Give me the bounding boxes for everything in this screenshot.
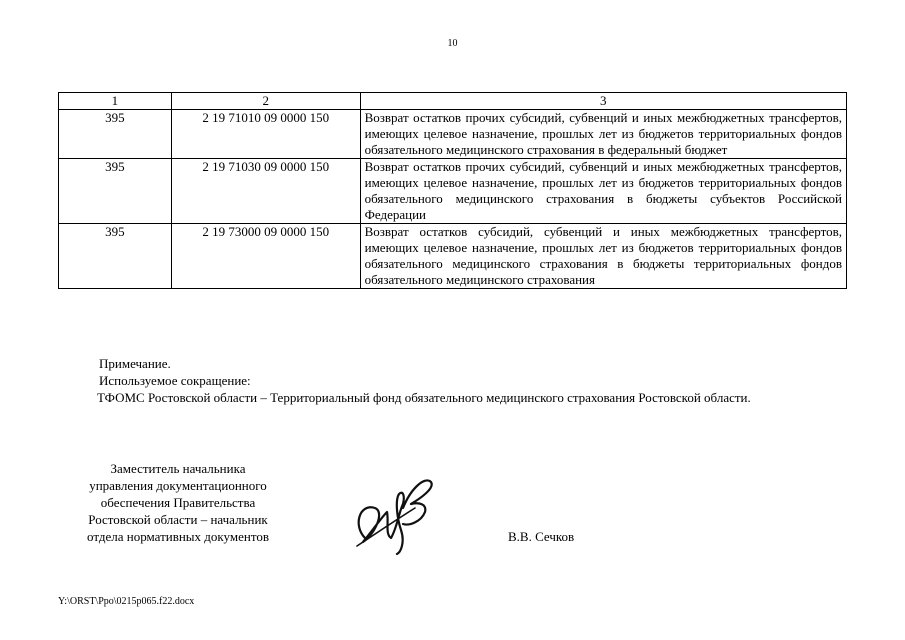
admin-code-cell: 395 xyxy=(59,110,172,159)
signer-position-line: Ростовской области – начальник xyxy=(88,512,268,527)
table-row xyxy=(59,110,847,159)
description-cell: Возврат остатков субсидий, субвенций и иных межбюджетных трансфертов, имеющих целевое назначение, прошлых лет из бюджетов территориальных фондов обязательного медицинского страхования в бюджеты территориальных фондов обязательного медицинского страхования xyxy=(360,224,846,289)
note-abbreviation: ТФОМС Ростовской области – Территориальный фонд обязательного медицинского страхования Ростовской области. xyxy=(97,390,751,405)
file-path: Y:\ORST\Ppo\0215p065.f22.docx xyxy=(58,596,195,607)
column-header-2: 2 xyxy=(171,93,360,110)
signer-position xyxy=(48,460,308,545)
description-cell: Возврат остатков прочих субсидий, субвенций и иных межбюджетных трансфертов, имеющих целевое назначение, прошлых лет из бюджетов территориальных фондов обязательного медицинского страхования в бюджеты субъектов Российской Федерации xyxy=(360,159,846,224)
signer-position-line: отдела нормативных документов xyxy=(87,529,269,544)
note-section xyxy=(99,355,859,406)
table-body xyxy=(59,110,847,289)
signer-position-line: управления документационного xyxy=(89,478,267,493)
signer-name: В.В. Сечков xyxy=(508,529,575,544)
kbk-code-cell: 2 19 71010 09 0000 150 xyxy=(171,110,360,159)
kbk-table xyxy=(58,92,847,289)
column-header-3: 3 xyxy=(360,93,846,110)
kbk-code-cell: 2 19 71030 09 0000 150 xyxy=(171,159,360,224)
note-subtitle: Используемое сокращение: xyxy=(99,373,251,388)
table-header xyxy=(59,93,847,110)
table-row xyxy=(59,224,847,289)
signer-position-line: Заместитель начальника xyxy=(110,461,246,476)
admin-code-cell: 395 xyxy=(59,159,172,224)
page-number: 10 xyxy=(447,38,458,49)
column-header-1: 1 xyxy=(59,93,172,110)
table-header-row xyxy=(59,93,847,110)
signer-position-line: обеспечения Правительства xyxy=(100,495,256,510)
admin-code-cell: 395 xyxy=(59,224,172,289)
kbk-code-cell: 2 19 73000 09 0000 150 xyxy=(171,224,360,289)
description-cell: Возврат остатков прочих субсидий, субвенций и иных межбюджетных трансфертов, имеющих целевое назначение, прошлых лет из бюджетов территориальных фондов обязательного медицинского страхования в федеральный бюджет xyxy=(360,110,846,159)
note-title: Примечание. xyxy=(99,356,171,371)
handwritten-signature xyxy=(345,468,445,558)
table-row xyxy=(59,159,847,224)
